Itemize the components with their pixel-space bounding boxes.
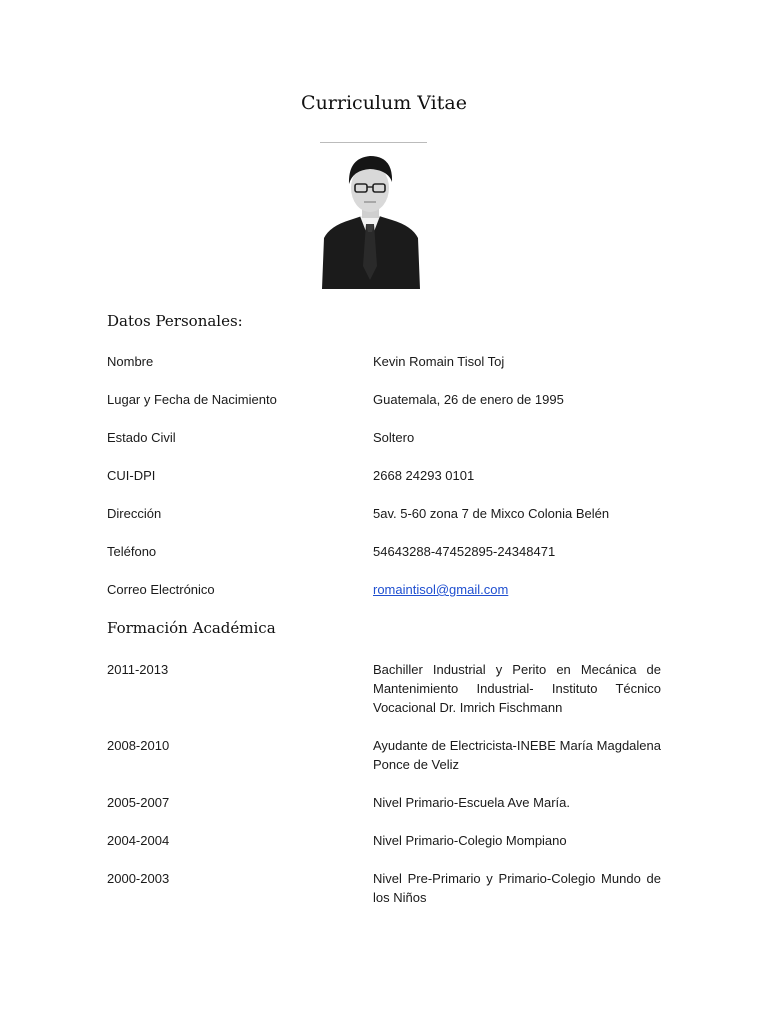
- education-detail: Nivel Pre-Primario y Primario-Colegio Mundo de los Niños: [373, 871, 661, 905]
- personal-heading: Datos Personales:: [107, 312, 243, 330]
- email-link[interactable]: romaintisol@gmail.com: [373, 582, 509, 597]
- label-address: Dirección: [107, 506, 162, 521]
- value-birth: Guatemala, 26 de enero de 1995: [373, 392, 564, 407]
- education-detail: Bachiller Industrial y Perito en Mecánica de Mantenimiento Industrial- Instituto Técnico Vocacional Dr. Imrich Fischmann: [373, 662, 661, 715]
- label-civil: Estado Civil: [107, 430, 176, 445]
- label-dpi: CUI-DPI: [107, 468, 156, 483]
- education-years: 2011-2013: [107, 662, 169, 677]
- value-phone: 54643288-47452895-24348471: [373, 544, 556, 559]
- education-years: 2005-2007: [107, 795, 170, 810]
- value-name: Kevin Romain Tisol Toj: [373, 354, 505, 369]
- label-email: Correo Electrónico: [107, 582, 215, 597]
- education-detail: Ayudante de Electricista-INEBE María Magdalena Ponce de Veliz: [373, 738, 661, 772]
- education-years: 2000-2003: [107, 871, 170, 886]
- label-phone: Teléfono: [107, 544, 157, 559]
- label-birth: Lugar y Fecha de Nacimiento: [107, 392, 277, 407]
- profile-photo: [320, 146, 421, 289]
- value-address: 5av. 5-60 zona 7 de Mixco Colonia Belén: [373, 506, 610, 521]
- education-detail: Nivel Primario-Colegio Mompiano: [373, 833, 567, 848]
- photo-divider: [320, 142, 427, 143]
- education-heading: Formación Académica: [107, 619, 276, 637]
- education-years: 2004-2004: [107, 833, 170, 848]
- education-years: 2008-2010: [107, 738, 170, 753]
- value-civil: Soltero: [373, 430, 415, 445]
- label-name: Nombre: [107, 354, 154, 369]
- value-dpi: 2668 24293 0101: [373, 468, 475, 483]
- page-title: Curriculum Vitae: [301, 92, 467, 114]
- education-detail: Nivel Primario-Escuela Ave María.: [373, 795, 570, 810]
